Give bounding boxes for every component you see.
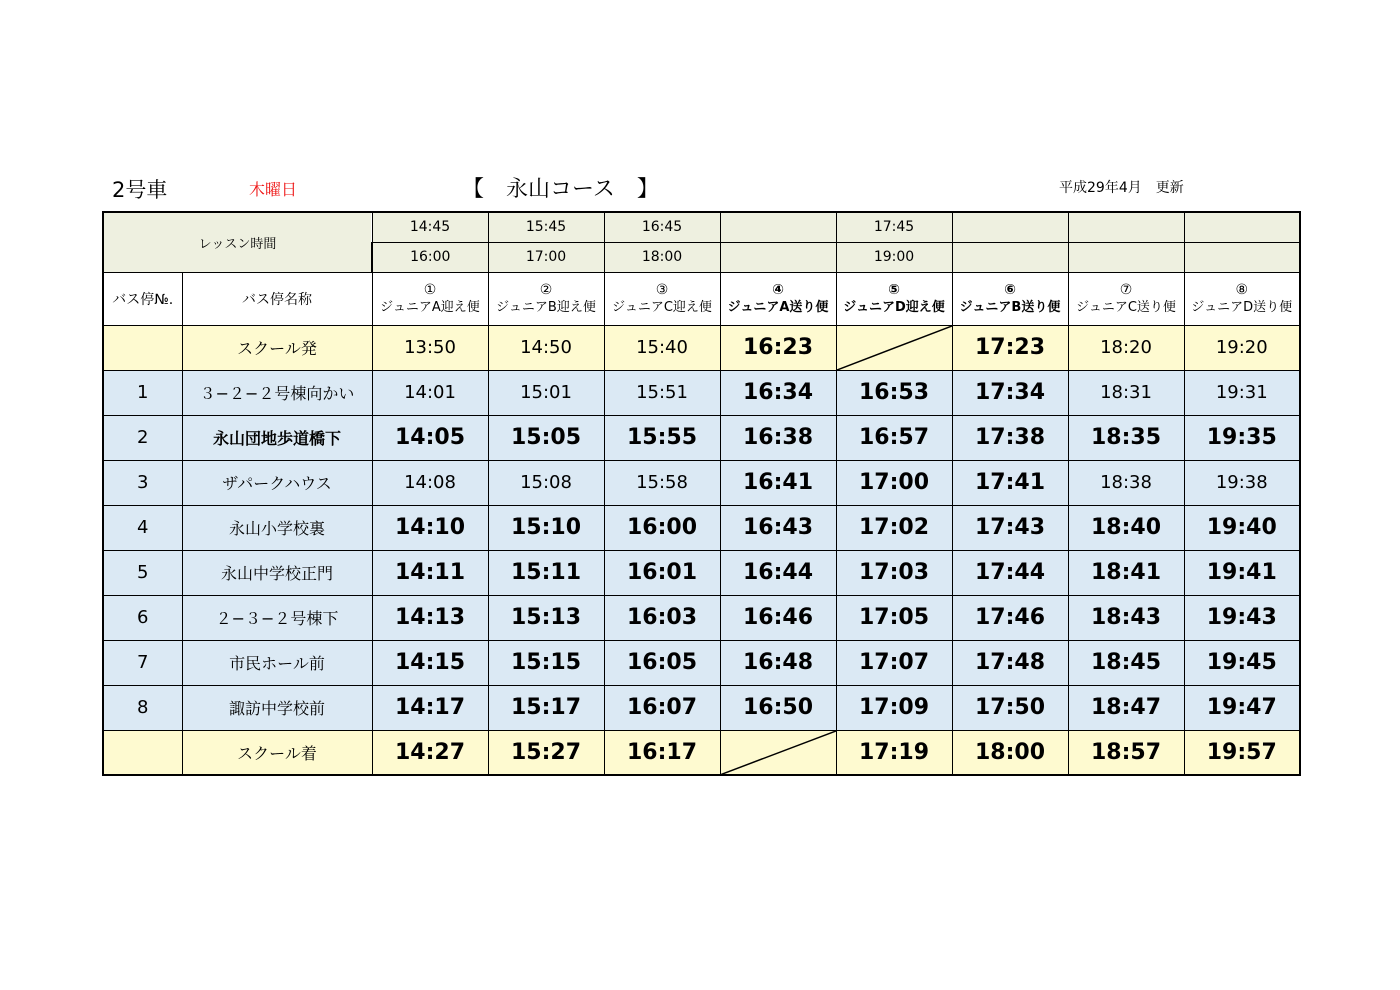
service-header-8 bbox=[1184, 272, 1300, 325]
stop-name: 永山中学校正門 bbox=[182, 550, 372, 595]
departure-time: 19:31 bbox=[1184, 370, 1300, 415]
stop-name: ３−２−２号棟向かい bbox=[182, 370, 372, 415]
service-name: ジュニアC送り便 bbox=[1076, 299, 1176, 315]
service-number: ④ bbox=[772, 281, 784, 298]
service-header-7 bbox=[1068, 272, 1184, 325]
departure-time: 17:02 bbox=[836, 505, 952, 550]
lesson-end-1: 16:00 bbox=[372, 242, 488, 272]
departure-time: 19:43 bbox=[1184, 595, 1300, 640]
departure-time: 17:41 bbox=[952, 460, 1068, 505]
departure-time: 19:45 bbox=[1184, 640, 1300, 685]
departure-time: 14:50 bbox=[488, 325, 604, 370]
bus-stop-row bbox=[103, 505, 1300, 550]
stop-name: ２−３−２号棟下 bbox=[182, 595, 372, 640]
stop-number: 1 bbox=[103, 370, 182, 415]
departure-time: 17:03 bbox=[836, 550, 952, 595]
departure-time: 14:10 bbox=[372, 505, 488, 550]
lesson-start-3: 16:45 bbox=[604, 212, 720, 242]
departure-time: 16:23 bbox=[720, 325, 836, 370]
departure-time: 14:15 bbox=[372, 640, 488, 685]
bus-stop-row bbox=[103, 595, 1300, 640]
service-number: ⑧ bbox=[1235, 281, 1249, 298]
stop-number: 8 bbox=[103, 685, 182, 730]
departure-time: 15:27 bbox=[488, 730, 604, 775]
departure-time: 14:13 bbox=[372, 595, 488, 640]
departure-time: 15:01 bbox=[488, 370, 604, 415]
departure-time: 14:11 bbox=[372, 550, 488, 595]
service-header-3 bbox=[604, 272, 720, 325]
car-number: 2号車 bbox=[112, 178, 168, 202]
weekday-label: 木曜日 bbox=[249, 180, 298, 199]
stop-number: 3 bbox=[103, 460, 182, 505]
departure-time: 19:40 bbox=[1184, 505, 1300, 550]
departure-time: 17:44 bbox=[952, 550, 1068, 595]
stop-name-header: バス停名称 bbox=[182, 272, 372, 325]
departure-time: 15:55 bbox=[604, 415, 720, 460]
school-row bbox=[103, 730, 1300, 775]
diagonal-slash bbox=[837, 326, 952, 370]
departure-time: 14:01 bbox=[372, 370, 488, 415]
lesson-start-6 bbox=[952, 212, 1068, 242]
stop-number: 7 bbox=[103, 640, 182, 685]
departure-time: 18:47 bbox=[1068, 685, 1184, 730]
departure-time: 16:44 bbox=[720, 550, 836, 595]
departure-time: 16:48 bbox=[720, 640, 836, 685]
departure-time: 16:07 bbox=[604, 685, 720, 730]
departure-time: 18:31 bbox=[1068, 370, 1184, 415]
departure-time: 14:08 bbox=[372, 460, 488, 505]
service-number: ⑤ bbox=[888, 281, 900, 298]
service-name: ジュニアD迎え便 bbox=[843, 299, 945, 315]
departure-time: 16:57 bbox=[836, 415, 952, 460]
departure-time: 15:58 bbox=[604, 460, 720, 505]
bus-stop-row bbox=[103, 460, 1300, 505]
stop-name: スクール着 bbox=[182, 730, 372, 775]
lesson-end-8 bbox=[1184, 242, 1300, 272]
departure-time: 17:34 bbox=[952, 370, 1068, 415]
stop-name: 永山小学校裏 bbox=[182, 505, 372, 550]
departure-time: 16:46 bbox=[720, 595, 836, 640]
no-service-cell bbox=[720, 730, 836, 775]
departure-time: 16:50 bbox=[720, 685, 836, 730]
stop-name: 市民ホール前 bbox=[182, 640, 372, 685]
service-number: ⑦ bbox=[1119, 281, 1133, 298]
departure-time: 15:17 bbox=[488, 685, 604, 730]
service-name: ジュニアB送り便 bbox=[959, 299, 1061, 315]
departure-time: 18:35 bbox=[1068, 415, 1184, 460]
stop-number: 5 bbox=[103, 550, 182, 595]
bus-stop-row bbox=[103, 640, 1300, 685]
departure-time: 16:38 bbox=[720, 415, 836, 460]
departure-time: 16:43 bbox=[720, 505, 836, 550]
updated-date: 平成29年4月 更新 bbox=[1059, 180, 1184, 196]
stop-number: 2 bbox=[103, 415, 182, 460]
departure-time: 15:05 bbox=[488, 415, 604, 460]
lesson-start-7 bbox=[1068, 212, 1184, 242]
service-header-4 bbox=[720, 272, 836, 325]
lesson-end-3: 18:00 bbox=[604, 242, 720, 272]
departure-time: 15:15 bbox=[488, 640, 604, 685]
lesson-start-4 bbox=[720, 212, 836, 242]
lesson-start-5: 17:45 bbox=[836, 212, 952, 242]
departure-time: 13:50 bbox=[372, 325, 488, 370]
service-name: ジュニアA迎え便 bbox=[380, 299, 480, 315]
lesson-start-8 bbox=[1184, 212, 1300, 242]
no-service-cell bbox=[836, 325, 952, 370]
stop-number: 6 bbox=[103, 595, 182, 640]
departure-time: 18:43 bbox=[1068, 595, 1184, 640]
service-name: ジュニアA送り便 bbox=[727, 299, 829, 315]
service-number: ③ bbox=[655, 281, 669, 298]
departure-time: 14:05 bbox=[372, 415, 488, 460]
departure-time: 18:41 bbox=[1068, 550, 1184, 595]
stop-number bbox=[103, 730, 182, 775]
departure-time: 16:53 bbox=[836, 370, 952, 415]
departure-time: 15:08 bbox=[488, 460, 604, 505]
service-number: ⑥ bbox=[1004, 281, 1016, 298]
lesson-end-5: 19:00 bbox=[836, 242, 952, 272]
departure-time: 15:11 bbox=[488, 550, 604, 595]
course-title: 【 永山コース 】 bbox=[462, 177, 659, 202]
departure-time: 18:00 bbox=[952, 730, 1068, 775]
departure-time: 16:05 bbox=[604, 640, 720, 685]
departure-time: 17:23 bbox=[952, 325, 1068, 370]
bus-stop-row bbox=[103, 550, 1300, 595]
lesson-end-4 bbox=[720, 242, 836, 272]
stop-name: スクール発 bbox=[182, 325, 372, 370]
departure-time: 17:19 bbox=[836, 730, 952, 775]
column-header-row bbox=[103, 272, 1300, 325]
departure-time: 17:09 bbox=[836, 685, 952, 730]
lesson-start-2: 15:45 bbox=[488, 212, 604, 242]
departure-time: 16:03 bbox=[604, 595, 720, 640]
departure-time: 14:27 bbox=[372, 730, 488, 775]
departure-time: 16:01 bbox=[604, 550, 720, 595]
departure-time: 16:41 bbox=[720, 460, 836, 505]
departure-time: 18:38 bbox=[1068, 460, 1184, 505]
departure-time: 17:07 bbox=[836, 640, 952, 685]
service-number: ① bbox=[423, 281, 437, 298]
departure-time: 17:38 bbox=[952, 415, 1068, 460]
service-name: ジュニアC迎え便 bbox=[612, 299, 712, 315]
lesson-end-2: 17:00 bbox=[488, 242, 604, 272]
stop-name: 諏訪中学校前 bbox=[182, 685, 372, 730]
departure-time: 16:34 bbox=[720, 370, 836, 415]
departure-time: 15:13 bbox=[488, 595, 604, 640]
stop-number-header: バス停№. bbox=[103, 272, 182, 325]
departure-time: 17:48 bbox=[952, 640, 1068, 685]
service-name: ジュニアB迎え便 bbox=[496, 299, 596, 315]
stop-number: 4 bbox=[103, 505, 182, 550]
departure-time: 18:20 bbox=[1068, 325, 1184, 370]
departure-time: 19:38 bbox=[1184, 460, 1300, 505]
timetable bbox=[102, 211, 1301, 776]
departure-time: 17:43 bbox=[952, 505, 1068, 550]
bus-stop-row bbox=[103, 370, 1300, 415]
bus-stop-row bbox=[103, 685, 1300, 730]
departure-time: 15:10 bbox=[488, 505, 604, 550]
departure-time: 19:47 bbox=[1184, 685, 1300, 730]
departure-time: 17:50 bbox=[952, 685, 1068, 730]
departure-time: 18:40 bbox=[1068, 505, 1184, 550]
departure-time: 15:51 bbox=[604, 370, 720, 415]
stop-name: ザパークハウス bbox=[182, 460, 372, 505]
service-header-5 bbox=[836, 272, 952, 325]
departure-time: 14:17 bbox=[372, 685, 488, 730]
departure-time: 19:35 bbox=[1184, 415, 1300, 460]
departure-time: 17:05 bbox=[836, 595, 952, 640]
departure-time: 19:20 bbox=[1184, 325, 1300, 370]
departure-time: 16:17 bbox=[604, 730, 720, 775]
service-header-1 bbox=[372, 272, 488, 325]
departure-time: 18:57 bbox=[1068, 730, 1184, 775]
departure-time: 19:57 bbox=[1184, 730, 1300, 775]
lesson-start-1: 14:45 bbox=[372, 212, 488, 242]
lesson-end-6 bbox=[952, 242, 1068, 272]
stop-name: 永山団地歩道橋下 bbox=[182, 415, 372, 460]
lesson-start-row bbox=[103, 212, 1300, 242]
school-row bbox=[103, 325, 1300, 370]
stop-number bbox=[103, 325, 182, 370]
service-number: ② bbox=[539, 281, 553, 298]
departure-time: 17:00 bbox=[836, 460, 952, 505]
departure-time: 17:46 bbox=[952, 595, 1068, 640]
departure-time: 19:41 bbox=[1184, 550, 1300, 595]
service-header-2 bbox=[488, 272, 604, 325]
lesson-time-label: レッスン時間 bbox=[103, 212, 372, 272]
bus-stop-row bbox=[103, 415, 1300, 460]
lesson-end-7 bbox=[1068, 242, 1184, 272]
departure-time: 15:40 bbox=[604, 325, 720, 370]
diagonal-slash bbox=[721, 731, 836, 775]
service-header-6 bbox=[952, 272, 1068, 325]
departure-time: 16:00 bbox=[604, 505, 720, 550]
service-name: ジュニアD送り便 bbox=[1191, 299, 1293, 315]
departure-time: 18:45 bbox=[1068, 640, 1184, 685]
